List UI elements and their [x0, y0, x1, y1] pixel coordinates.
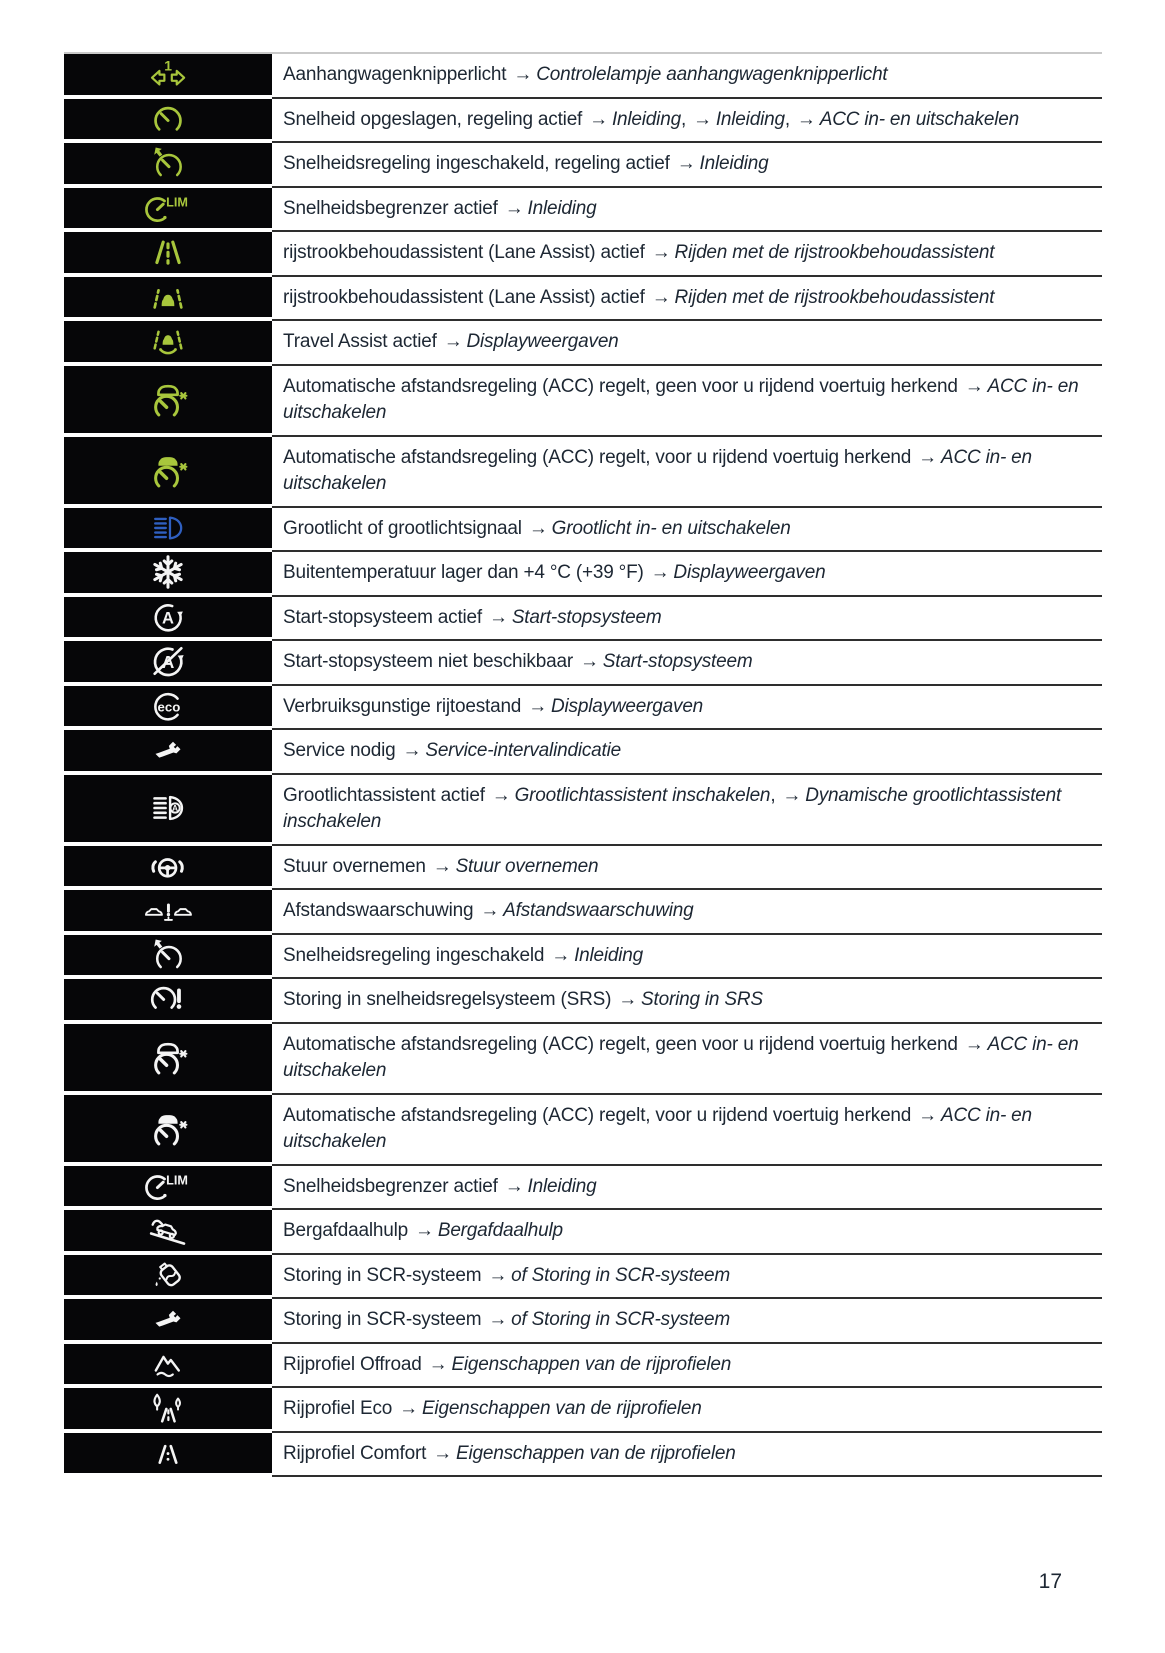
arrow-icon: →: [402, 740, 422, 761]
indicator-description-text: Snelheidsbegrenzer actief: [283, 197, 498, 219]
high-beam-icon: [64, 508, 272, 549]
table-row: [64, 890, 1102, 935]
indicator-description-text: Snelheid opgeslagen, regeling actief: [283, 108, 583, 130]
snowflake-icon: [64, 552, 272, 593]
row-description: [283, 1441, 736, 1468]
reference-link-text: Eigenschappen van de rijprofielen: [455, 1442, 736, 1464]
arrow-icon: →: [796, 108, 816, 130]
reference-link-text: Inleiding: [699, 153, 769, 174]
svg-text:A: A: [161, 652, 175, 673]
row-description: [283, 151, 769, 178]
cruise-fault-icon: [64, 979, 272, 1020]
indicator-description-text: Storing in SCR-systeem: [283, 1264, 482, 1286]
table-row: [64, 366, 1102, 437]
travel-assist-icon: [64, 321, 272, 362]
reference-link-text: Grootlichtassistent inschakelen: [514, 784, 771, 806]
row-description: [283, 1174, 597, 1201]
svg-text:LIM: LIM: [166, 1173, 189, 1188]
arrow-icon: →: [433, 1442, 452, 1464]
indicator-description-text: Verbruiksgunstige rijtoestand: [283, 695, 522, 717]
indicator-description-text: Grootlichtassistent actief: [283, 784, 485, 806]
page-number: 17: [1038, 1570, 1062, 1593]
table-row: [64, 597, 1102, 642]
wrench-icon: [64, 730, 272, 771]
table-row: [64, 232, 1102, 277]
arrow-icon: →: [504, 1175, 524, 1197]
arrow-icon: →: [528, 695, 547, 717]
reference-link-text: of Storing in SCR-systeem: [511, 1264, 731, 1286]
arrow-icon: →: [488, 1264, 508, 1286]
acc-car-filled-icon: [64, 1095, 272, 1162]
acc-car-filled-icon: [64, 437, 272, 504]
arrow-icon: →: [491, 784, 511, 806]
svg-text:LIM: LIM: [166, 195, 189, 210]
row-description: [283, 240, 994, 267]
indicator-description-text: ,: [680, 108, 687, 130]
indicator-description-text: Travel Assist actief: [283, 331, 437, 352]
table-row: [64, 1344, 1102, 1389]
indicator-description-text: Service nodig: [283, 740, 396, 761]
reference-link-text: Bergafdaalhulp: [437, 1220, 563, 1241]
table-row: [64, 508, 1102, 553]
distance-warning-icon: [64, 890, 272, 931]
reference-link-text: Inleiding: [611, 108, 681, 130]
svg-text:1: 1: [164, 57, 172, 74]
speed-stored-icon: [64, 935, 272, 976]
arrow-icon: →: [415, 1220, 434, 1241]
indicator-description-text: Afstandswaarschuwing: [283, 900, 474, 921]
reference-link-text: ACC in- en uitschakelen: [283, 1033, 1079, 1081]
indicator-description-text: rijstrookbehoudassistent (Lane Assist) actief: [283, 242, 645, 263]
indicator-description-text: Stuur overnemen: [283, 855, 426, 877]
reference-link-text: Start-stopsysteem: [602, 651, 753, 672]
reference-link-text: of Storing in SCR-systeem: [511, 1309, 731, 1330]
indicator-description-text: Rijprofiel Eco: [283, 1398, 393, 1419]
indicator-description-text: Rijprofiel Comfort: [283, 1442, 427, 1464]
row-description: [283, 1396, 702, 1423]
row-description: [283, 196, 597, 223]
row-description: [283, 62, 888, 89]
reference-link-text: Start-stopsysteem: [511, 606, 662, 628]
arrow-icon: →: [432, 855, 452, 877]
row-description: [283, 1218, 563, 1245]
row-description: [283, 1263, 730, 1290]
indicator-description-text: Automatische afstandsregeling (ACC) regelt, voor u rijdend voertuig herkend: [283, 1104, 912, 1126]
row-description: [283, 445, 1094, 498]
table-row: [64, 1095, 1102, 1166]
reference-link-text: Dynamische grootlichtassistent inschakelen: [283, 784, 1062, 832]
table-row: [64, 846, 1102, 891]
table-row: [64, 1024, 1102, 1095]
table-row: [64, 1299, 1102, 1344]
eco-profile-icon: [64, 1388, 272, 1429]
row-description: [283, 329, 619, 356]
highbeam-auto-icon: [64, 775, 272, 842]
indicator-description-text: Start-stopsysteem niet beschikbaar: [283, 651, 573, 672]
start-stop-off-icon: [64, 641, 272, 682]
arrow-icon: →: [551, 944, 571, 966]
reference-link-text: Inleiding: [715, 108, 785, 130]
indicator-table: [64, 52, 1102, 1477]
row-description: [283, 560, 825, 587]
indicator-description-text: Bergafdaalhulp: [283, 1220, 409, 1241]
arrow-icon: →: [782, 784, 802, 806]
arrow-icon: →: [489, 606, 508, 628]
acc-car-outline-icon: [64, 1024, 272, 1091]
arrow-icon: →: [589, 108, 608, 130]
offroad-icon: [64, 1344, 272, 1385]
arrow-icon: →: [428, 1353, 448, 1375]
row-description: [283, 943, 643, 970]
svg-text:A: A: [162, 609, 174, 628]
reference-link-text: Displayweergaven: [466, 331, 619, 352]
reference-link-text: Storing in SRS: [641, 989, 763, 1010]
table-row: [64, 1166, 1102, 1211]
row-description: [283, 738, 621, 765]
arrow-icon: →: [918, 446, 937, 468]
hill-descent-icon: [64, 1210, 272, 1251]
arrow-icon: →: [488, 1309, 508, 1330]
arrow-icon: →: [480, 900, 500, 921]
reference-link-text: Service-intervalindicatie: [425, 740, 621, 761]
arrow-icon: →: [918, 1104, 937, 1126]
table-row: [64, 1210, 1102, 1255]
row-description: [283, 783, 1094, 836]
table-row: [64, 686, 1102, 731]
indicator-description-text: Grootlicht of grootlichtsignaal: [283, 517, 522, 539]
svg-text:A: A: [172, 803, 179, 813]
comfort-road-icon: [64, 1433, 272, 1474]
row-description: [283, 1352, 731, 1379]
table-row: [64, 54, 1102, 99]
arrow-icon: →: [676, 153, 696, 174]
arrow-icon: →: [443, 331, 463, 352]
scr-bottle-icon: [64, 1255, 272, 1296]
reference-link-text: ACC in- en uitschakelen: [283, 1104, 1032, 1152]
table-row: [64, 1433, 1102, 1478]
arrow-icon: →: [964, 375, 984, 397]
row-description: [283, 374, 1094, 427]
arrow-icon: →: [513, 64, 533, 85]
arrow-icon: →: [651, 242, 671, 263]
row-description: [283, 1103, 1094, 1156]
reference-link-text: Inleiding: [527, 1175, 597, 1197]
indicator-description-text: Buitentemperatuur lager dan +4 °C (+39 °F): [283, 562, 644, 583]
reference-link-text: Inleiding: [574, 944, 644, 966]
indicator-description-text: Automatische afstandsregeling (ACC) regelt, geen voor u rijdend voertuig herkend: [283, 1033, 958, 1055]
reference-link-text: Afstandswaarschuwing: [503, 900, 694, 921]
table-row: [64, 552, 1102, 597]
arrow-icon: →: [650, 562, 670, 583]
speedometer-icon: [64, 99, 272, 140]
row-description: [283, 694, 703, 721]
eco-icon: [64, 686, 272, 727]
table-row: [64, 935, 1102, 980]
reference-link-text: Eigenschappen van de rijprofielen: [451, 1353, 732, 1375]
speed-stored-icon: [64, 143, 272, 184]
steering-takeover-icon: [64, 846, 272, 887]
arrow-icon: →: [399, 1398, 418, 1419]
lane-keeping-car-icon: [64, 277, 272, 318]
table-row: [64, 188, 1102, 233]
table-row: [64, 99, 1102, 144]
reference-link-text: Displayweergaven: [673, 562, 826, 583]
lim-speedometer-icon: [64, 188, 272, 229]
row-description: [283, 1032, 1094, 1085]
reference-link-text: Displayweergaven: [551, 695, 704, 717]
indicator-description-text: Automatische afstandsregeling (ACC) regelt, voor u rijdend voertuig herkend: [283, 446, 912, 468]
table-row: [64, 321, 1102, 366]
start-stop-icon: [64, 597, 272, 638]
indicator-description-text: ,: [784, 108, 790, 130]
arrow-icon: →: [528, 517, 548, 539]
row-description: [283, 898, 693, 925]
arrow-icon: →: [579, 651, 599, 672]
table-row: [64, 979, 1102, 1024]
reference-link-text: Grootlicht in- en uitschakelen: [551, 517, 791, 539]
arrow-icon: →: [693, 108, 712, 130]
arrow-icon: →: [618, 989, 638, 1010]
row-description: [283, 107, 1019, 134]
table-row: [64, 641, 1102, 686]
table-row: [64, 730, 1102, 775]
reference-link-text: Rijden met de rijstrookbehoudassistent: [674, 242, 995, 263]
reference-link-text: Controlelampje aanhangwagenknipperlicht: [536, 64, 888, 85]
reference-link-text: Stuur overnemen: [455, 855, 599, 877]
arrow-icon: →: [504, 197, 524, 219]
reference-link-text: ACC in- en uitschakelen: [283, 375, 1079, 423]
indicator-description-text: Start-stopsysteem actief: [283, 606, 482, 628]
acc-car-outline-icon: [64, 366, 272, 433]
reference-link-text: Rijden met de rijstrookbehoudassistent: [674, 286, 995, 308]
indicator-description-text: Automatische afstandsregeling (ACC) regelt, geen voor u rijdend voertuig herkend: [283, 375, 958, 397]
lim-speedometer-icon: [64, 1166, 272, 1207]
indicator-description-text: Aanhangwagenknipperlicht: [283, 64, 507, 85]
table-row: [64, 143, 1102, 188]
indicator-description-text: ,: [770, 784, 776, 806]
svg-text:eco: eco: [157, 699, 181, 715]
indicator-description-text: Rijprofiel Offroad: [283, 1353, 422, 1375]
row-description: [283, 516, 791, 543]
table-row: [64, 775, 1102, 846]
reference-link-text: ACC in- en uitschakelen: [283, 446, 1032, 494]
reference-link-text: ACC in- en uitschakelen: [819, 108, 1019, 130]
lane-assist-icon: [64, 232, 272, 273]
indicator-description-text: Snelheidsregeling ingeschakeld: [283, 944, 545, 966]
row-description: [283, 605, 662, 632]
indicator-description-text: Snelheidsregeling ingeschakeld, regeling actief: [283, 153, 670, 174]
wrench-icon: [64, 1299, 272, 1340]
arrow-icon: →: [651, 286, 671, 308]
table-row: [64, 1255, 1102, 1300]
arrow-icon: →: [964, 1033, 984, 1055]
indicator-description-text: Snelheidsbegrenzer actief: [283, 1175, 498, 1197]
row-description: [283, 649, 752, 676]
row-description: [283, 1307, 730, 1334]
indicator-description-text: rijstrookbehoudassistent (Lane Assist) actief: [283, 286, 645, 308]
indicator-description-text: Storing in snelheidsregelsysteem (SRS): [283, 989, 612, 1010]
table-row: [64, 1388, 1102, 1433]
row-description: [283, 285, 994, 312]
reference-link-text: Inleiding: [527, 197, 597, 219]
row-description: [283, 854, 598, 881]
trailer-blinker-icon: [64, 54, 272, 95]
indicator-description-text: Storing in SCR-systeem: [283, 1309, 482, 1330]
table-row: [64, 277, 1102, 322]
reference-link-text: Eigenschappen van de rijprofielen: [421, 1398, 702, 1419]
row-description: [283, 987, 763, 1014]
table-row: [64, 437, 1102, 508]
